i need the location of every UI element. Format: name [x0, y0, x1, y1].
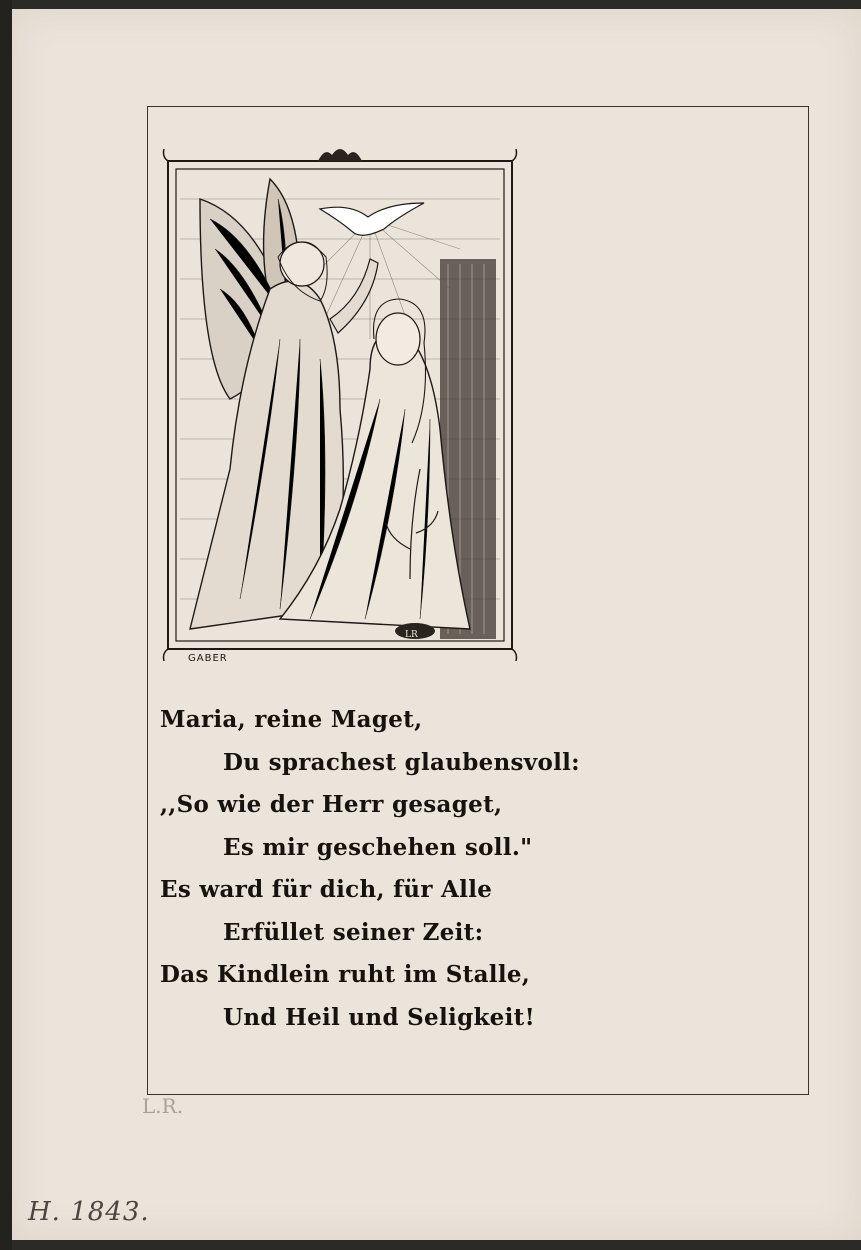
poem-line-6: Erfüllet seiner Zeit: — [223, 918, 484, 946]
paper-sheet — [12, 9, 861, 1240]
poem-line-3: ,,So wie der Herr gesaget, — [160, 791, 503, 818]
inventory-number: H. 1843. — [28, 1197, 150, 1227]
vase-monogram: LR — [405, 630, 418, 640]
poem-line-7: Das Kindlein ruht im Stalle, — [160, 961, 531, 988]
poem — [160, 699, 640, 1039]
poem-line-1: Maria, reine Maget, — [160, 706, 423, 733]
pencil-initials: L.R. — [142, 1094, 184, 1118]
poem-line-5: Es ward für dich, für Alle — [160, 876, 493, 903]
poem-line-8: Und Heil und Seligkeit! — [223, 1003, 535, 1031]
poem-line-2: Du sprachest glaubensvoll: — [223, 748, 580, 776]
annunciation-engraving — [160, 139, 520, 664]
poem-line-4: Es mir geschehen soll." — [223, 833, 533, 861]
engraver-signature: GABER — [188, 653, 228, 664]
scan-edge — [0, 0, 12, 1250]
